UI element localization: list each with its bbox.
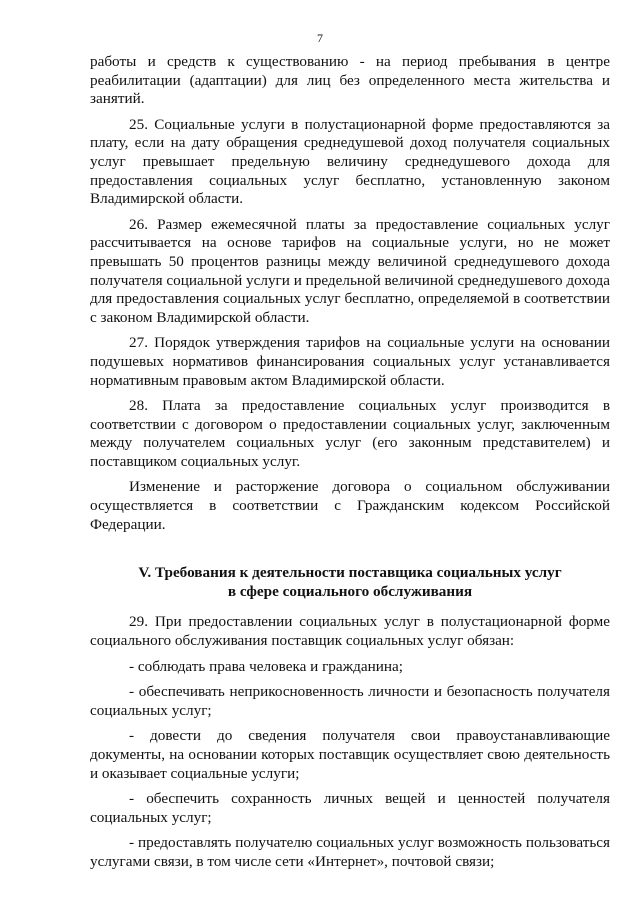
section-heading-line-2: в сфере социального обслуживания bbox=[227, 582, 473, 600]
paragraph-28-amendment: Изменение и расторжение договора о социальном обслуживании осуществляется в соответствии с Гражданским кодексом Российской Федерации. bbox=[90, 478, 610, 533]
section-heading-line-1: V. Требования к деятельности поставщика социальных услуг bbox=[138, 564, 562, 582]
paragraph-25: 25. Социальные услуги в полустационарной форме предоставляются за плату, если на дату обращения среднедушевой доход получателя социальных услуг превышает предельную величину среднедушевого дохода для предоставления социальных услуг бесплатно, установленную законом Владимирской области. bbox=[90, 115, 610, 208]
obligation-item: - довести до сведения получателя свои правоустанавливающие документы, на основании которых поставщик осуществляет свою деятельность и оказывает социальные услуги; bbox=[90, 727, 610, 782]
paragraph-28: 28. Плата за предоставление социальных услуг производится в соответствии с договором о предоставлении социальных услуг, заключенным между получателем социальных услуг (его законным представителем) и поставщиком социальных услуг. bbox=[90, 397, 610, 470]
obligation-item: - обеспечить сохранность личных вещей и ценностей получателя социальных услуг; bbox=[90, 790, 610, 826]
paragraph-27: 27. Порядок утверждения тарифов на социальные услуги на основании подушевых нормативов финансирования социальных услуг устанавливается нормативным правовым актом Владимирской области. bbox=[90, 334, 610, 389]
document-body bbox=[90, 53, 610, 872]
obligation-item: - соблюдать права человека и гражданина; bbox=[129, 657, 403, 675]
obligation-item: - обеспечивать неприкосновенность личности и безопасность получателя социальных услуг; bbox=[90, 683, 610, 719]
obligation-item: - предоставлять получателю социальных услуг возможность пользоваться услугами связи, в том числе сети «Интернет», почтовой связи; bbox=[90, 834, 610, 870]
paragraph-continuation: работы и средств к существованию - на период пребывания в центре реабилитации (адаптации) для лиц без определенного места жительства и занятий. bbox=[90, 53, 610, 108]
paragraph-29: 29. При предоставлении социальных услуг в полустационарной форме социального обслуживания поставщик социальных услуг обязан: bbox=[90, 613, 610, 650]
page-number: 7 bbox=[317, 31, 323, 45]
section-heading bbox=[90, 564, 610, 601]
paragraph-26: 26. Размер ежемесячной платы за предоставление социальных услуг рассчитывается на основе тарифов на социальные услуги, но не может превышать 50 процентов разницы между величиной среднедушевого дохода получателя социальной услуги и предельной величиной среднедушевого дохода для предоставления социальных услуг бесплатно, определяемой в соответствии с законом Владимирской области. bbox=[90, 215, 610, 326]
